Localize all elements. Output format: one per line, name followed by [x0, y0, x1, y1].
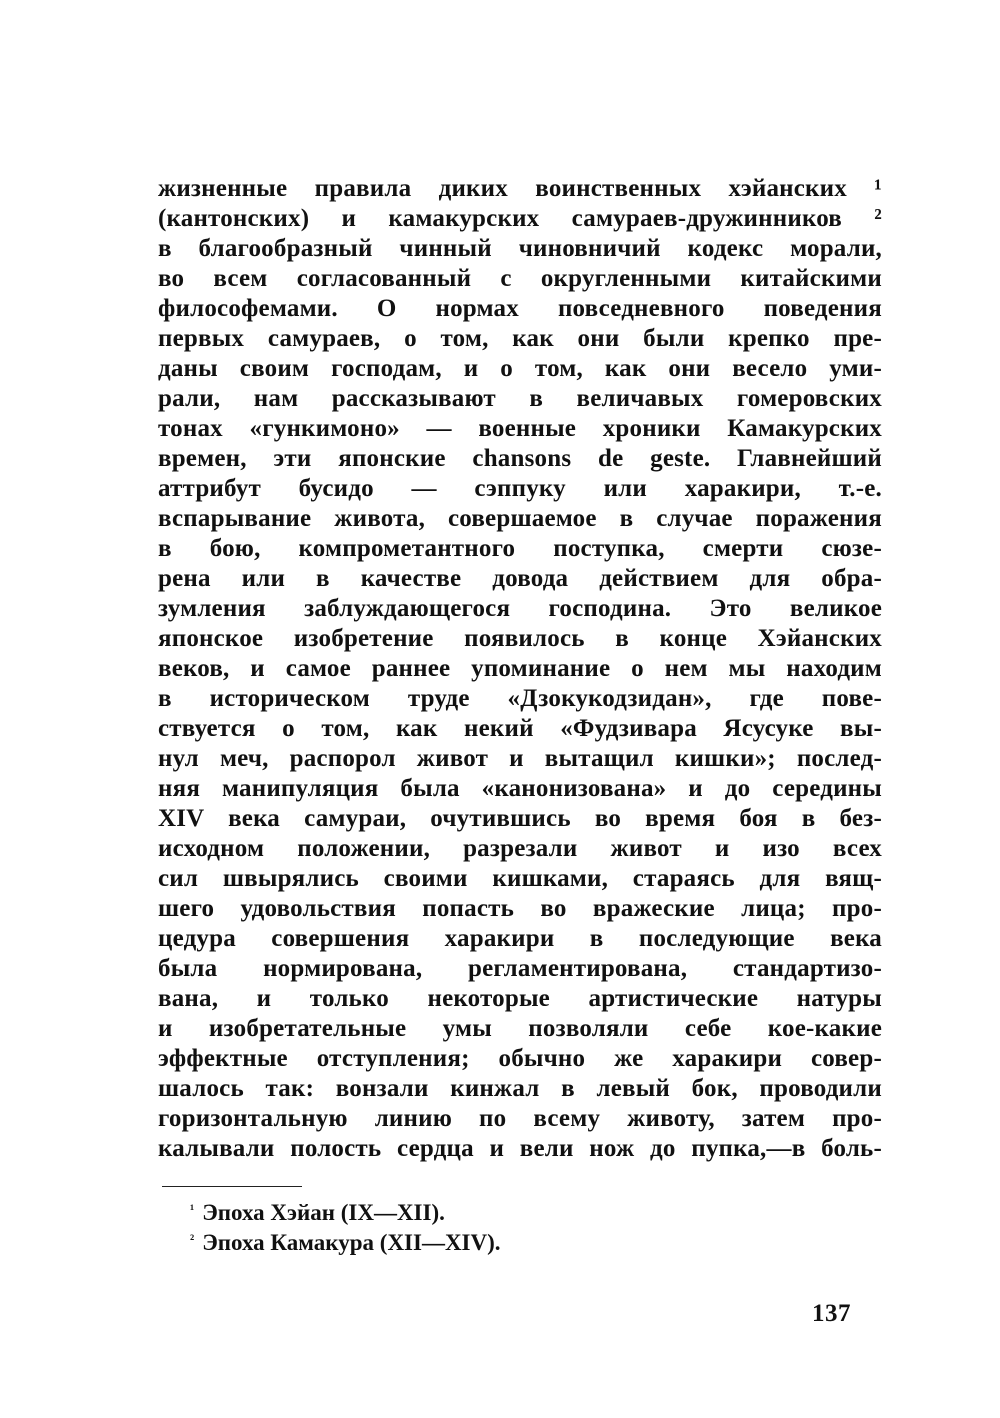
text-line: вана, и только некоторые артистические натуры	[158, 985, 882, 1012]
text-line: няя манипуляция была «канонизована» и до середины	[158, 775, 882, 802]
text-line: была нормирована, регламентирована, стандартизо-	[158, 955, 882, 982]
footnote-text: Эпоха Хэйан (IX—XII).	[202, 1200, 445, 1225]
text-line: веков, и самое раннее упоминание о нем мы находим	[158, 655, 882, 682]
text-line: японское изобретение появилось в конце Хэйанских	[158, 625, 882, 652]
footnotes	[190, 1196, 690, 1256]
text-line: первых самураев, о том, как они были крепко пре-	[158, 325, 882, 352]
text-line: калывали полость сердца и вели нож до пупка,—в боль-	[158, 1135, 882, 1162]
text-line: сил швырялись своими кишками, стараясь для вящ-	[158, 865, 882, 892]
text-line: рали, нам рассказывают в величавых гомеровских	[158, 385, 882, 412]
text-line: цедура совершения харакири в последующие века	[158, 925, 882, 952]
text-line: философемами. О нормах повседневного поведения	[158, 295, 882, 322]
text-line: времен, эти японские chansons de geste. Главнейший	[158, 445, 882, 472]
footnote	[190, 1196, 690, 1226]
text-line: тонах «гункимоно» — военные хроники Камакурских	[158, 415, 882, 442]
main-text	[158, 174, 882, 1164]
footnote-divider	[162, 1186, 302, 1187]
text-line: XIV века самураи, очутившись во время боя в без-	[158, 805, 882, 832]
footnote-mark: ²	[190, 1233, 195, 1248]
text-line: в историческом труде «Дзокукодзидан», где пове-	[158, 685, 882, 712]
footnote-text: Эпоха Камакура (XII—XIV).	[202, 1230, 501, 1255]
text-line: рена или в качестве довода действием для обра-	[158, 565, 882, 592]
text-line: зумления заблуждающегося господина. Это великое	[158, 595, 882, 622]
text-line: нул меч, распорол живот и вытащил кишки»; послед-	[158, 745, 882, 772]
page-number: 137	[812, 1300, 851, 1327]
footnote-mark: ¹	[190, 1203, 195, 1218]
text-line: исходном положении, разрезали живот и изо всех	[158, 835, 882, 862]
text-line: шего удовольствия попасть во вражеские лица; про-	[158, 895, 882, 922]
text-line: (кантонских) и камакурских самураев-дружинников ²	[158, 205, 882, 232]
footnote	[190, 1226, 690, 1256]
text-line: даны своим господам, и о том, как они весело уми-	[158, 355, 882, 382]
text-line: эффектные отступления; обычно же харакири совер-	[158, 1045, 882, 1072]
text-line: во всем согласованный с округленными китайскими	[158, 265, 882, 292]
text-line: в благообразный чинный чиновничий кодекс морали,	[158, 235, 882, 262]
text-line: горизонтальную линию по всему животу, затем про-	[158, 1105, 882, 1132]
text-line: жизненные правила диких воинственных хэйанских ¹	[158, 175, 882, 202]
text-line: шалось так: вонзали кинжал в левый бок, проводили	[158, 1075, 882, 1102]
text-line: и изобретательные умы позволяли себе кое-какие	[158, 1015, 882, 1042]
text-line: вспарывание живота, совершаемое в случае поражения	[158, 505, 882, 532]
text-line: в бою, компрометантного поступка, смерти сюзе-	[158, 535, 882, 562]
text-line: ствуется о том, как некий «Фудзивара Ясусуке вы-	[158, 715, 882, 742]
text-line: аттрибут бусидо — сэппуку или харакири, т.-е.	[158, 475, 882, 502]
